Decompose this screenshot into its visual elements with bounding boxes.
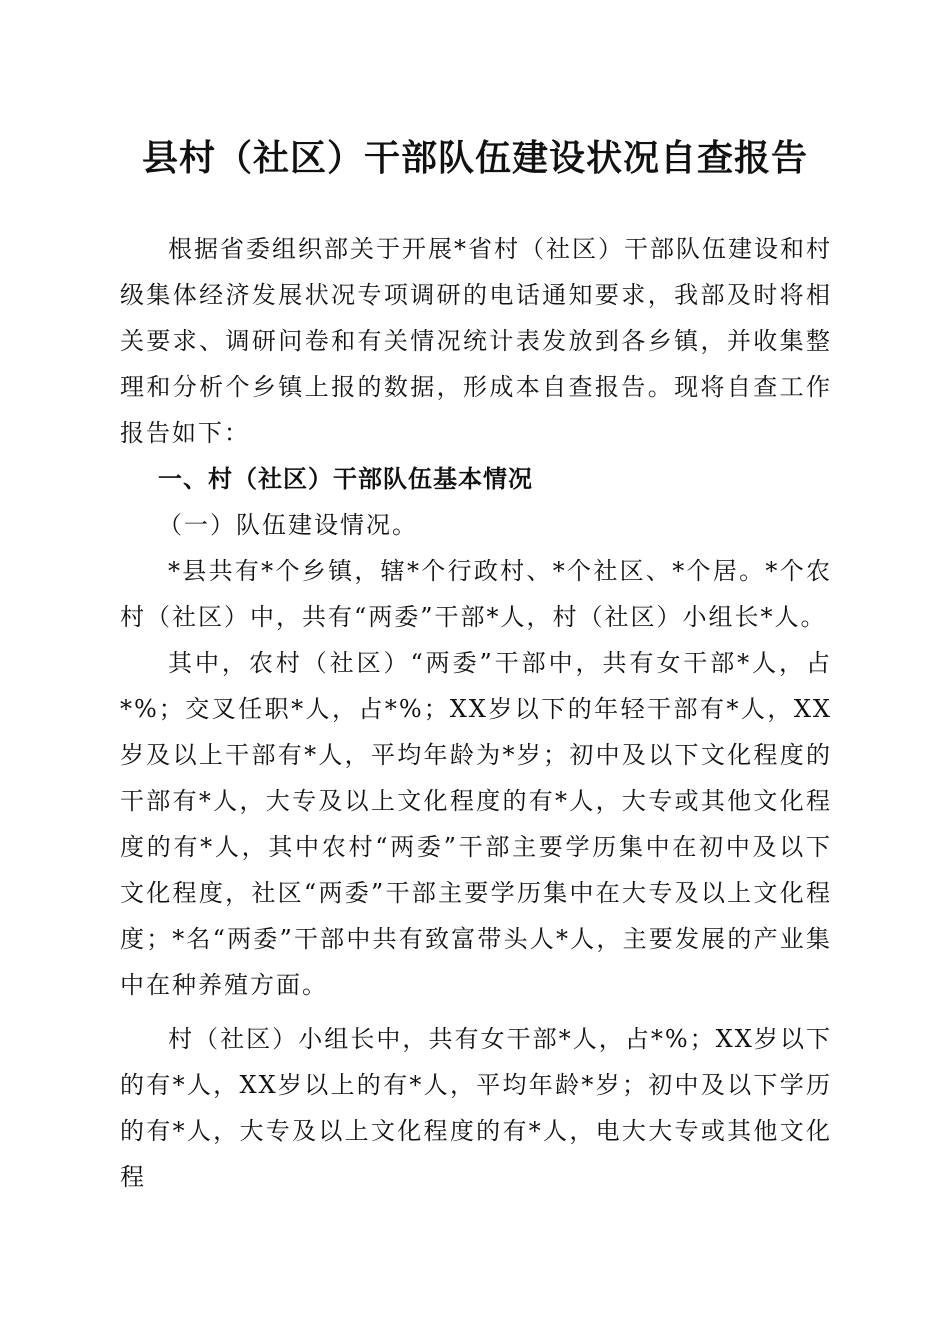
section-heading-1: 一、村（社区）干部队伍基本情况 — [158, 465, 533, 493]
intro-paragraph: 根据省委组织部关于开展*省村（社区）干部队伍建设和村级集体经济发展状况专项调研的电话通知要求，我部及时将相关要求、调研问卷和有关情况统计表发放到各乡镇，并收集整理和分析个乡镇上报的数据，形成本自查报告。现将自查工作报告如下： — [120, 235, 832, 447]
document-title: 县村（社区）干部队伍建设状况自查报告 — [141, 137, 808, 179]
body-paragraph-3: 村（社区）小组长中，共有女干部*人，占*%；XX岁以下的有*人，XX岁以上的有*人，平均年龄*岁；初中及以下学历的有*人，大专及以上文化程度的有*人，电大大专或其他文化程 — [120, 1025, 832, 1191]
document-body — [120, 226, 832, 1200]
body-paragraph-2: 其中，农村（社区）“两委”干部中，共有女干部*人，占*%；交叉任职*人，占*%；XX岁以下的年轻干部有*人，XX岁及以上干部有*人，平均年龄为*岁；初中及以下文化程度的干部有*人，大专及以上文化程度的有*人，大专或其他文化程度的有*人，其中农村“两委”干部主要学历集中在初中及以下文化程度，社区“两委”干部主要学历集中在大专及以上文化程度；*名“两委”干部中共有致富带头人*人，主要发展的产业集中在种养殖方面。 — [120, 649, 832, 999]
subsection-heading-1: （一）队伍建设情况。 — [158, 511, 418, 539]
body-paragraph-1: *县共有*个乡镇，辖*个行政村、*个社区、*个居。*个农村（社区）中，共有“两委”干部*人，村（社区）小组长*人。 — [120, 557, 832, 631]
